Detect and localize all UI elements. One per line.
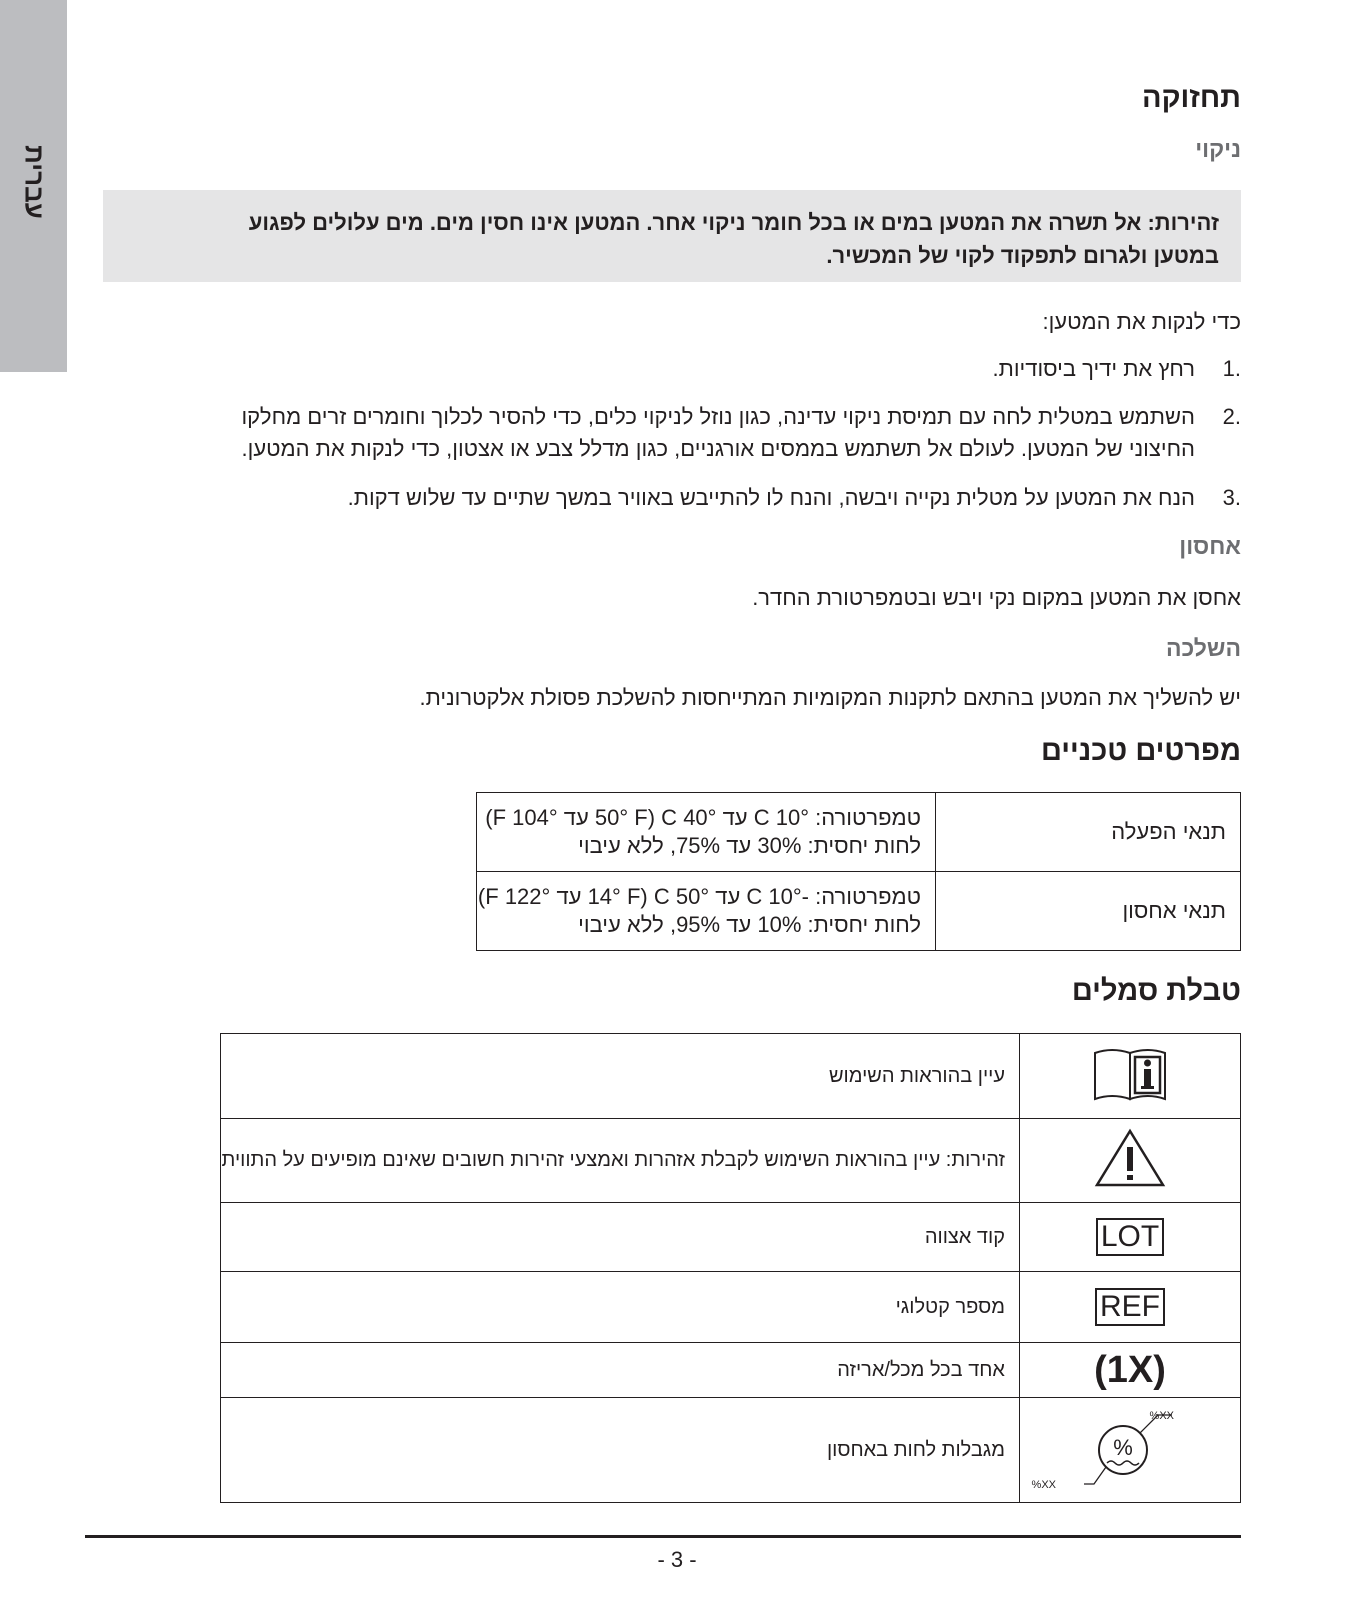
storage-heading: אחסון: [1179, 533, 1241, 559]
symbol-description: עיין בהוראות השימוש: [220, 1034, 1019, 1119]
symbol-cell: [1020, 1034, 1241, 1119]
table-row: [220, 1343, 1240, 1398]
table-row: [220, 1398, 1240, 1503]
spec-label: תנאי הפעלה: [936, 793, 1241, 872]
symbol-description: מגבלות לחות באחסון: [220, 1398, 1019, 1503]
caution-line-2: במטען ולגרום לתפקוד לקוי של המכשיר.: [826, 243, 1219, 268]
table-row: [220, 1203, 1240, 1272]
spec-value-line: לחות יחסית: 10% עד 95%, ללא עיבוי: [578, 912, 921, 937]
page-number: - 3 -: [657, 1547, 697, 1572]
step-number: 3.: [1222, 485, 1241, 510]
disposal-text: יש להשליך את המטען בהתאם לתקנות המקומיות המתייחסות להשלכת פסולת אלקטרונית.: [419, 685, 1241, 710]
table-row: [476, 793, 1240, 872]
humidity-limit-icon: [1031, 1403, 1205, 1493]
spec-label: תנאי אחסון: [936, 872, 1241, 951]
caution-line-1: זהירות: אל תשרה את המטען במים או בכל חומר ניקוי אחר. המטען אינו חסין מים. מים עלולים לפגוע: [248, 210, 1219, 235]
symbol-description: אחד בכל מכל/אריזה: [220, 1343, 1019, 1398]
symbol-description: מספר קטלוגי: [220, 1272, 1019, 1343]
symbol-cell: [1020, 1343, 1241, 1398]
step-number: 1.: [1222, 356, 1241, 381]
specs-title: מפרטים טכניים: [1040, 735, 1241, 767]
step-text-line: החיצוני של המטען. לעולם אל תשתמש בממסים אורגניים, כגון מדלל צבע או אצטון, כדי לנקות את המטען.: [241, 436, 1195, 461]
step-text: הנח את המטען על מטלית נקייה ויבשה, והנח לו להתייבש באוויר במשך שתיים עד שלוש דקות.: [347, 485, 1195, 510]
storage-text: אחסן את המטען במקום נקי ויבש ובטמפרטורת החדר.: [752, 585, 1241, 610]
ref-code-box: REF: [1095, 1288, 1165, 1326]
symbol-description: קוד אצווה: [220, 1203, 1019, 1272]
table-row: [220, 1272, 1240, 1343]
lower-limit-label: XX%: [1031, 1478, 1056, 1491]
step-text: רחץ את ידיך ביסודיות.: [992, 356, 1195, 381]
upper-limit-label: XX%: [1149, 1409, 1174, 1422]
disposal-heading: השלכה: [1165, 635, 1241, 661]
side-tab-label: עברית: [19, 145, 50, 219]
symbol-cell: [1020, 1398, 1241, 1503]
table-row: [220, 1119, 1240, 1203]
spec-value-line: טמפרטורה: 10° C עד 40° C (50° F עד 104° F): [485, 805, 921, 830]
one-per-package-symbol: (1X): [1094, 1348, 1166, 1391]
symbol-cell: [1020, 1119, 1241, 1203]
table-row: [476, 872, 1240, 951]
symbol-cell: [1020, 1203, 1241, 1272]
cleaning-heading: ניקוי: [1195, 136, 1241, 162]
symbols-table: [220, 1033, 1241, 1503]
cleaning-intro: כדי לנקות את המטען:: [1042, 309, 1241, 334]
spec-value-line: לחות יחסית: 30% עד 75%, ללא עיבוי: [578, 833, 921, 858]
symbol-description: זהירות: עיין בהוראות השימוש לקבלת אזהרות ואמצעי זהירות חשובים שאינם מופיעים על התווית: [220, 1119, 1019, 1203]
spec-value: [476, 872, 935, 951]
spec-value-line: טמפרטורה: -10° C עד 50° C (14° F עד 122° F): [477, 884, 921, 909]
warning-triangle-icon: [1094, 1127, 1166, 1189]
step-text: [103, 401, 1195, 465]
lot-code-box: LOT: [1096, 1218, 1164, 1256]
maintenance-title: תחזוקה: [1141, 82, 1241, 114]
step-number: 2.: [1222, 404, 1241, 429]
svg-text:%: %: [1113, 1434, 1133, 1460]
symbol-cell: [1020, 1272, 1241, 1343]
caution-box: [103, 190, 1241, 282]
instructions-book-icon: [1090, 1045, 1170, 1103]
step-text-line: השתמש במטלית לחה עם תמיסת ניקוי עדינה, כגון נוזל לניקוי כלים, כדי להסיר לכלוך וחומרים זרים מחלקו: [241, 404, 1195, 429]
table-row: [220, 1034, 1240, 1119]
footer-rule: [85, 1535, 1241, 1538]
side-language-tab: [0, 0, 67, 372]
symbols-title: טבלת סמלים: [1071, 975, 1241, 1007]
specs-table: [476, 792, 1241, 951]
spec-value: [476, 793, 935, 872]
